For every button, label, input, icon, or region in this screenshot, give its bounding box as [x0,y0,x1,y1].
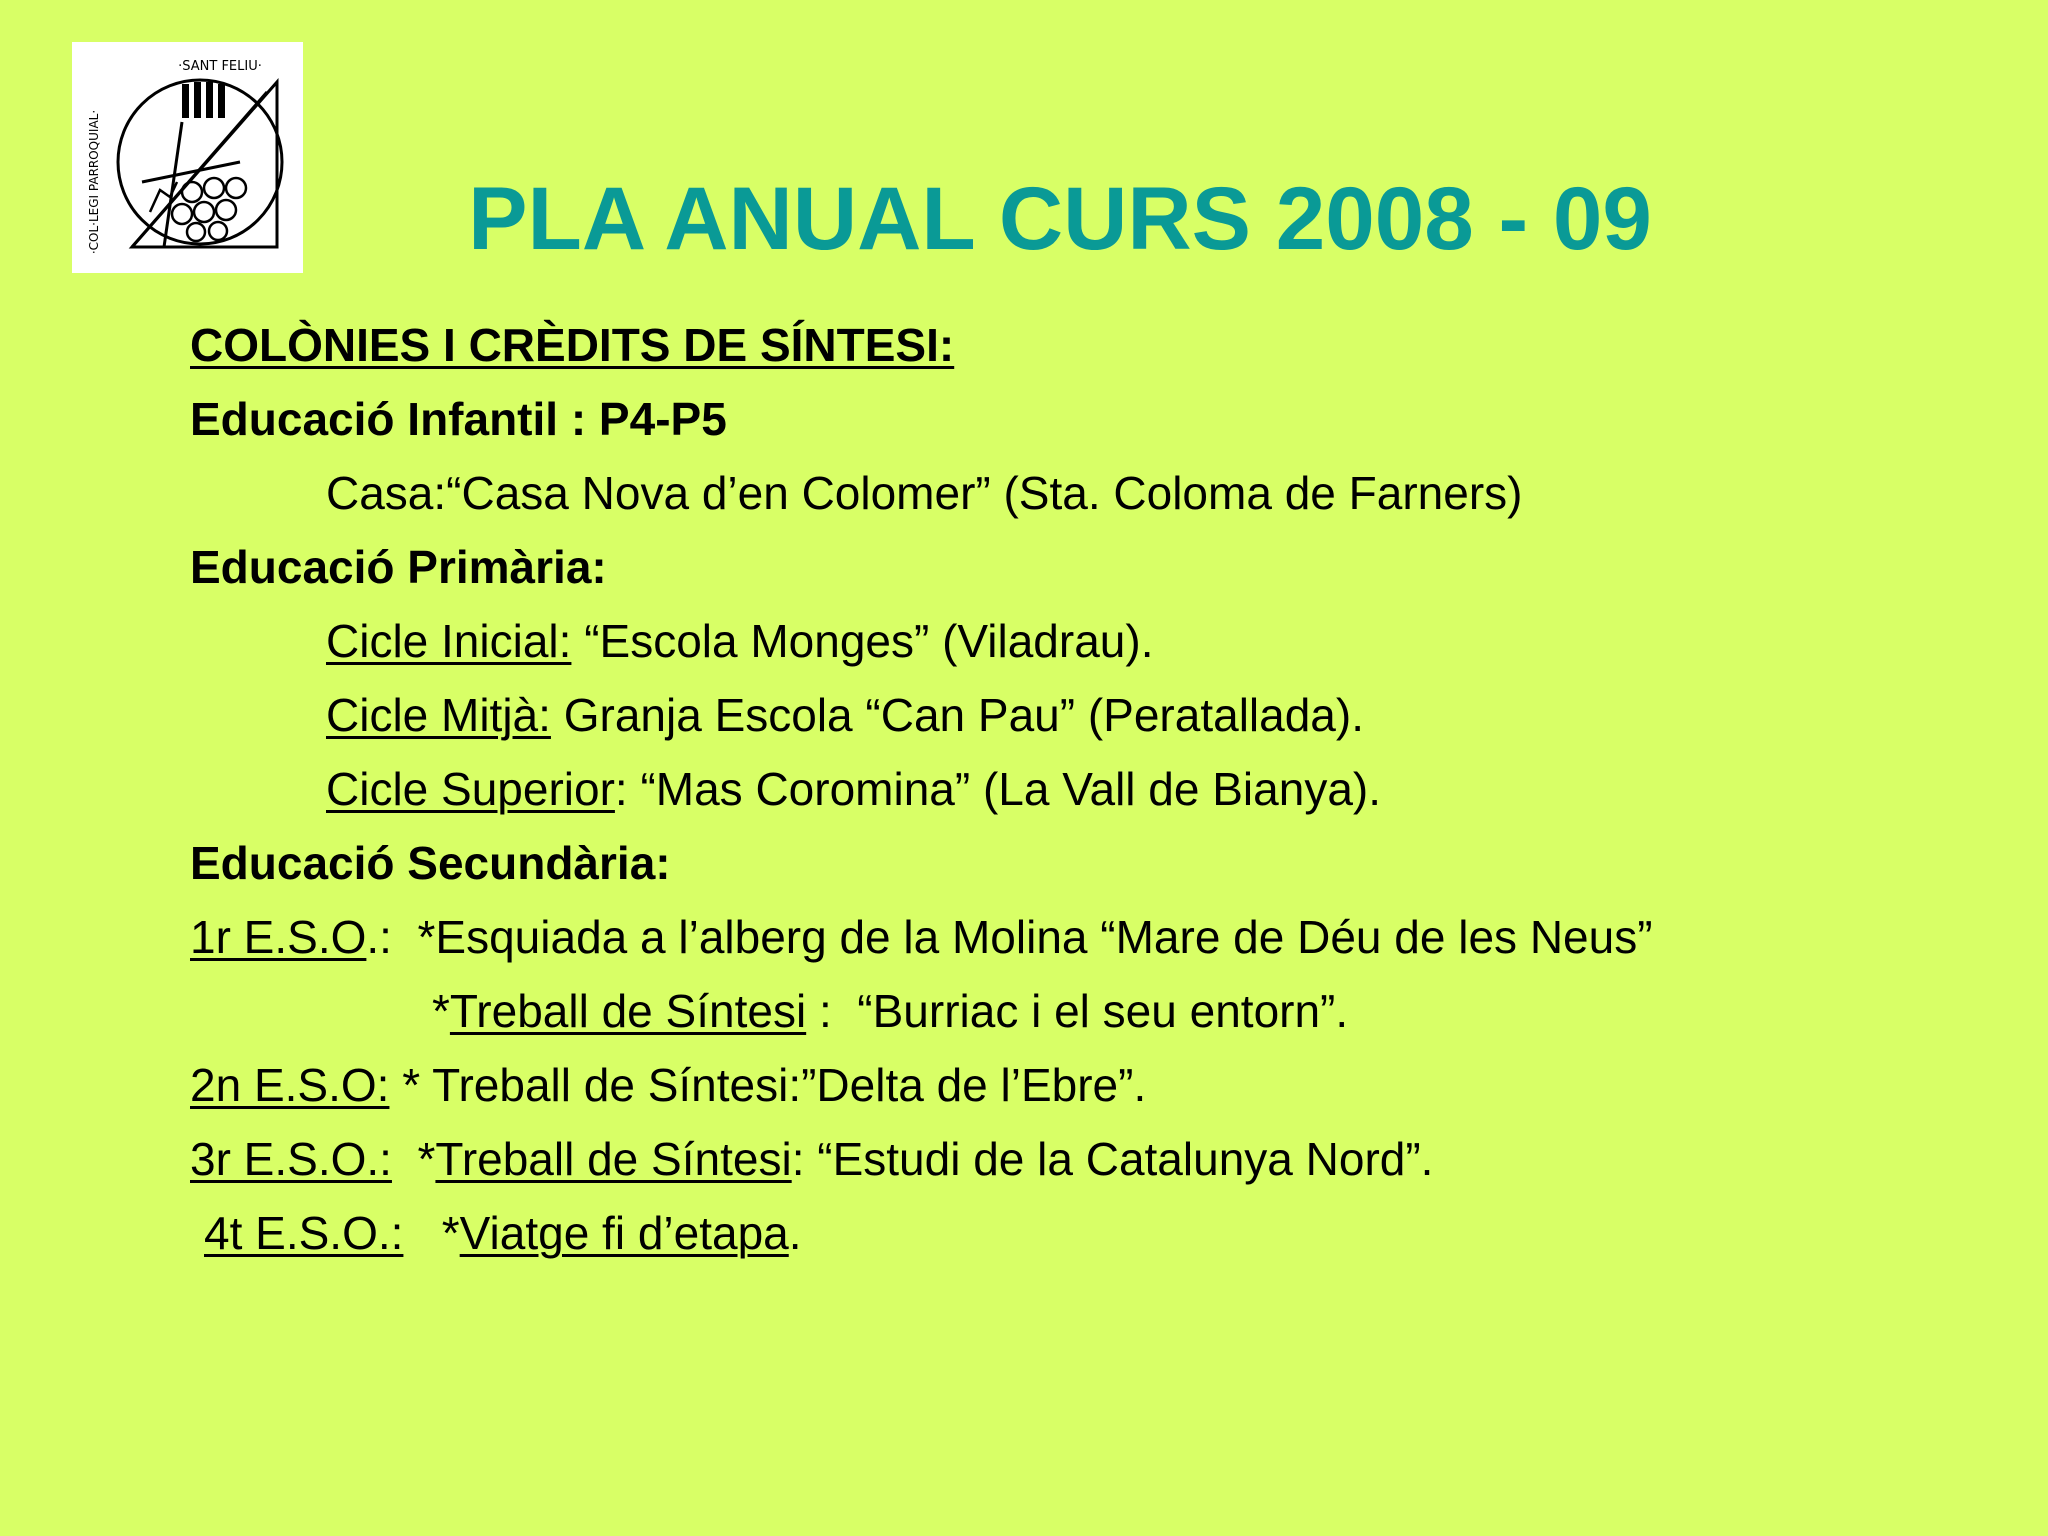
eso-level: 1r E.S.O [190,911,367,963]
eso-activity: . [788,1207,802,1259]
school-crest-icon [72,42,303,273]
eso1-line [190,900,1653,974]
cycle-name: Cicle Superior [326,763,615,815]
cycle-name: Cicle Inicial: [326,615,572,667]
asterisk: * [432,985,450,1037]
section-heading: COLÒNIES I CRÈDITS DE SÍNTESI: [190,319,955,371]
content [190,308,1653,1270]
eso-activity: : “Estudi de la Catalunya Nord”. [791,1133,1434,1185]
primaria-item [190,678,1653,752]
logo-side-text: ·COL·LEGI PARROQUIAL· [87,109,101,255]
eso1-line-2 [190,974,1653,1048]
eso-level: 2n E.S.O: [190,1059,390,1111]
cycle-name: Cicle Mitjà: [326,689,551,741]
eso-activity: .: *Esquiada a l’alberg de la Molina “Mare de Déu de les Neus” [366,911,1653,963]
infantil-label: Educació Infantil : P4-P5 [190,393,727,445]
eso-activity: : “Burriac i el seu entorn”. [806,985,1349,1037]
primaria-label: Educació Primària: [190,541,607,593]
eso-activity-link: Treball de Síntesi [449,985,807,1037]
eso2-line [190,1048,1653,1122]
eso3-line [190,1122,1653,1196]
eso-activity: * Treball de Síntesi:”Delta de l’Ebre”. [389,1059,1147,1111]
primaria-item [190,752,1653,826]
eso-level: 4t E.S.O.: [204,1207,404,1259]
primaria-item [190,604,1653,678]
eso-activity-link: Viatge fi d’etapa [459,1207,789,1259]
cycle-place: : “Mas Coromina” (La Vall de Bianya). [614,763,1382,815]
page-title: PLA ANUAL CURS 2008 - 09 [468,168,1652,268]
eso-level: 3r E.S.O.: [190,1133,392,1185]
secundaria-label: Educació Secundària: [190,837,671,889]
eso-activity-link: Treball de Síntesi [435,1133,792,1185]
asterisk: * [391,1133,436,1185]
infantil-casa: Casa:“Casa Nova d’en Colomer” (Sta. Coloma de Farners) [326,467,1523,519]
asterisk: * [403,1207,460,1259]
eso4-line [190,1196,1653,1270]
cycle-place: “Escola Monges” (Viladrau). [571,615,1154,667]
cycle-place: Granja Escola “Can Pau” (Peratallada). [550,689,1364,741]
school-logo [72,42,303,273]
logo-top-text: ·SANT FELIU· [178,59,262,74]
